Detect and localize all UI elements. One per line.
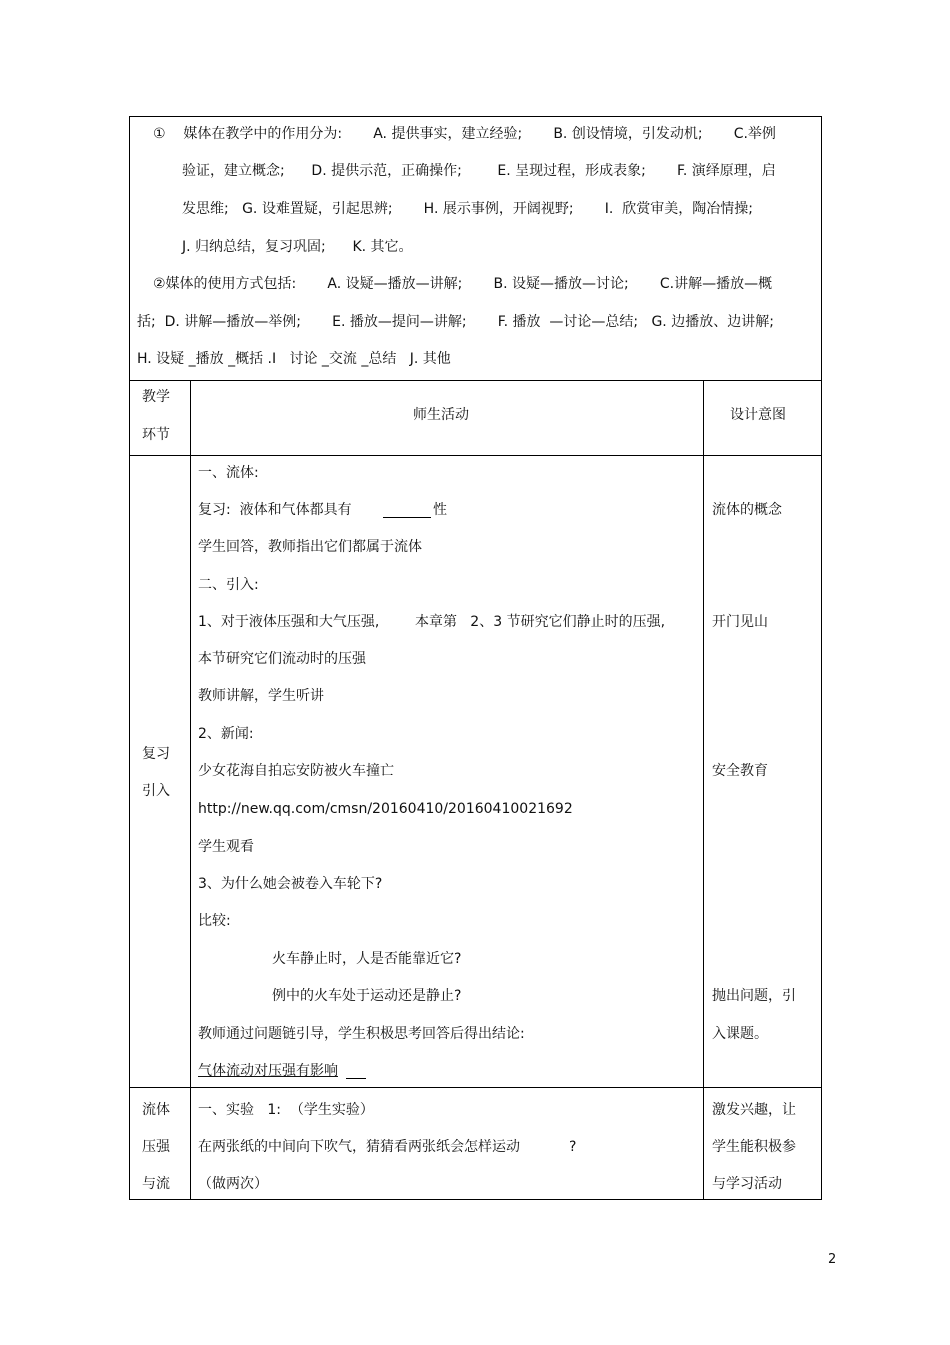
activity-line: 学生回答，教师指出它们都属于流体	[198, 539, 422, 555]
activity-line: 3、为什么她会被卷入车轮下?	[198, 876, 383, 892]
intent-line: 抛出问题，引	[712, 988, 796, 1004]
page-number: 2	[828, 1252, 837, 1267]
header-stage-line1: 教学	[142, 389, 170, 405]
conclusion-underline-extension	[346, 1078, 366, 1079]
intro-line-1: ① 媒体在教学中的作用分为: A. 提供事实，建立经验; B. 创设情境，引发动机; C.举例	[153, 126, 776, 142]
activity-line: 一、流体:	[198, 465, 259, 481]
activity-line: 火车静止时，人是否能靠近它?	[272, 951, 462, 967]
row-divider-header-top	[130, 380, 821, 381]
activity-line: 2、新闻:	[198, 726, 254, 742]
header-intent: 设计意图	[730, 407, 786, 423]
row-divider-header-bottom	[130, 455, 821, 456]
section2-stage-line3: 与流	[142, 1176, 170, 1192]
intent-line: 激发兴趣，让	[712, 1102, 796, 1118]
section2-stage-line1: 流体	[142, 1102, 170, 1118]
header-activities: 师生活动	[413, 407, 469, 423]
activity-line: 例中的火车处于运动还是静止?	[272, 988, 462, 1004]
header-stage-line2: 环节	[142, 427, 170, 443]
intro-line-5: ②媒体的使用方式包括: A. 设疑—播放—讲解; B. 设疑—播放—讨论; C.讲解—播放—概	[153, 276, 773, 292]
intent-line: 流体的概念	[712, 502, 782, 518]
col-divider-2	[703, 380, 704, 1200]
activity-line: 本节研究它们流动时的压强	[198, 651, 366, 667]
col-divider-1	[190, 380, 191, 1200]
section1-stage-line2: 引入	[142, 783, 170, 799]
activity-line: 一、实验 1: （学生实验）	[198, 1102, 374, 1118]
intent-line: 开门见山	[712, 614, 768, 630]
intro-line-3: 发思维; G. 设难置疑，引起思辨; H. 展示事例，开阔视野; I. 欣赏审美，陶冶情操;	[182, 201, 753, 217]
intro-line-7: H. 设疑 _播放 _概括 .I 讨论 _交流 _总结 J. 其他	[137, 351, 451, 367]
fill-in-blank	[383, 517, 431, 518]
news-link: http://new.qq.com/cmsn/20160410/20160410021692	[198, 801, 573, 817]
intro-line-2: 验证，建立概念; D. 提供示范，正确操作; E. 呈现过程，形成表象; F. 演绎原理，启	[182, 163, 776, 179]
blank-suffix: 性	[433, 502, 447, 518]
intro-line-4: J. 归纳总结，复习巩固; K. 其它。	[182, 239, 413, 255]
row-divider-section2	[130, 1087, 821, 1088]
intent-line: 与学习活动	[712, 1176, 782, 1192]
intent-line: 入课题。	[712, 1026, 768, 1042]
activity-line: 复习: 液体和气体都具有	[198, 502, 352, 518]
activity-line: 1、对于液体压强和大气压强, 本章第 2、3 节研究它们静止时的压强,	[198, 614, 666, 630]
activity-line: 教师通过问题链引导，学生积极思考回答后得出结论:	[198, 1026, 525, 1042]
conclusion-line: 气体流动对压强有影响	[198, 1063, 338, 1079]
intro-line-6: 括; D. 讲解—播放—举例; E. 播放—提问—讲解; F. 播放 —讨论—总结; G. 边播放、边讲解;	[137, 314, 774, 330]
activity-line: 学生观看	[198, 839, 254, 855]
activity-line: 在两张纸的中间向下吹气，猜猜看两张纸会怎样运动 ?	[198, 1139, 577, 1155]
activity-line: 教师讲解，学生听讲	[198, 688, 324, 704]
activity-line: 少女花海自拍忘安防被火车撞亡	[198, 763, 394, 779]
intent-line: 学生能积极参	[712, 1139, 796, 1155]
section1-stage-line1: 复习	[142, 746, 170, 762]
activity-line: （做两次）	[198, 1176, 268, 1192]
section2-stage-line2: 压强	[142, 1139, 170, 1155]
intent-line: 安全教育	[712, 763, 768, 779]
activity-line: 二、引入:	[198, 577, 259, 593]
activity-line: 比较:	[198, 913, 231, 929]
